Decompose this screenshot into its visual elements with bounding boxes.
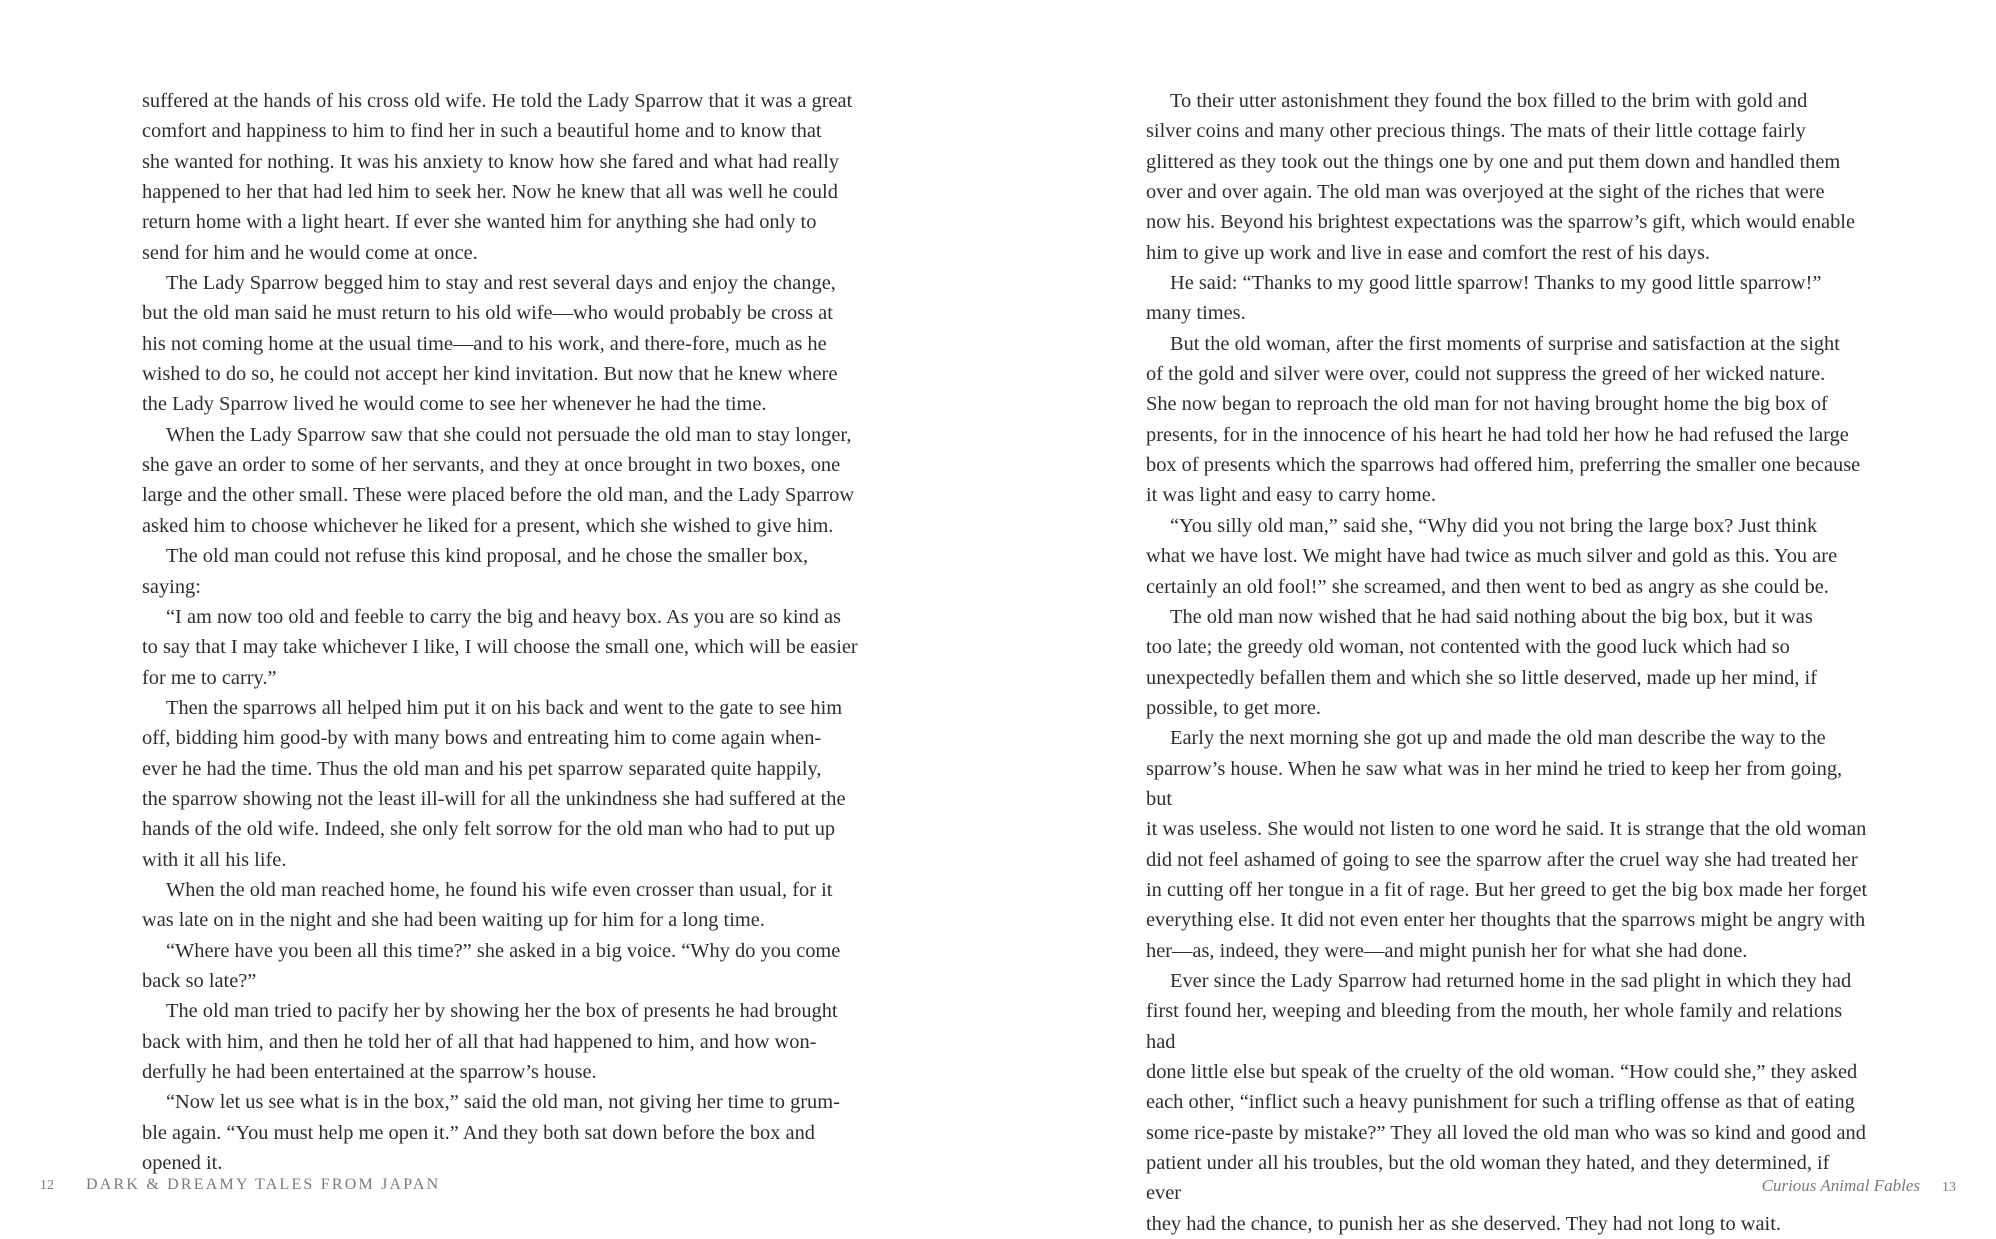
paragraph: The Lady Sparrow begged him to stay and rest several days and enjoy the change, but the old man said he must return to his old wife—who would probably be cross at his not coming home at the usual time—and to his work, and there-fore, much as he wished to do so, he could not accept her kind invitation. But now that he knew where the Lady Sparrow lived he would come to see her whenever he had the time. — [142, 272, 838, 416]
left-page — [0, 0, 998, 1233]
running-head-book-title: DARK & DREAMY TALES FROM JAPAN — [86, 1176, 441, 1193]
paragraph: The old man tried to pacify her by showing her the box of presents he had brought back with him, and then he told her of all that had happened to him, and how won- derfully he had been entertained at the sparrow’s house. — [142, 1000, 838, 1083]
page-number: 12 — [40, 1178, 54, 1193]
left-page-footer — [40, 1176, 440, 1194]
left-page-text — [142, 86, 862, 1178]
paragraph: The old man now wished that he had said nothing about the big box, but it was too late; the greedy old woman, not contented with the good luck which had so unexpectedly befallen them and which she so little deserved, made up her mind, if possible, to get more. — [1146, 605, 1817, 719]
paragraph: To their utter astonishment they found the box filled to the brim with gold and silver coins and many other precious things. The mats of their little cottage fairly glittered as they took out the things one by one and put them down and handled them over and over again. The old man was overjoyed at the sight of the riches that were now his. Beyond his brightest expectations was the sparrow’s gift, which would enable him to give up work and live in ease and comfort the rest of his days. — [1146, 90, 1856, 264]
right-page — [998, 0, 1996, 1233]
paragraph: suffered at the hands of his cross old wife. He told the Lady Sparrow that it was a great comfort and happiness to him to find her in such a beautiful home and to know that she wanted for nothing. It was his anxiety to know how she fared and what had really happened to her that had led him to seek her. Now he knew that all was well he could return home with a light heart. If ever she wanted him for anything she had only to send for him and he would come at once. — [142, 90, 853, 264]
paragraph: The old man could not refuse this kind proposal, and he chose the smaller box, saying: — [142, 545, 809, 598]
paragraph: “I am now too old and feeble to carry the big and heavy box. As you are so kind as to say that I may take whichever I like, I will choose the small one, which will be easier for me to carry.” — [142, 605, 858, 689]
paragraph: But the old woman, after the first moments of surprise and satisfaction at the sight of the gold and silver were over, could not suppress the greed of her wicked nature. She now began to reproach the old man for not having brought home the big box of presents, for in the innocence of his heart he had told her how he had refused the large box of presents which the sparrows had offered him, preferring the smaller one because it was light and easy to carry home. — [1146, 332, 1861, 507]
paragraph: “You silly old man,” said she, “Why did you not bring the large box? Just think what we have lost. We might have had twice as much silver and gold as this. You are certainly an old fool!” she screamed, and then went to bed as angry as she could be. — [1146, 514, 1838, 598]
page-number: 13 — [1942, 1180, 1956, 1195]
paragraph: When the Lady Sparrow saw that she could not persuade the old man to stay longer, she gave an order to some of her servants, and they at once brought in two boxes, one large and the other small. These were placed before the old man, and the Lady Sparrow asked him to choose whichever he liked for a present, which she wished to give him. — [142, 423, 855, 537]
paragraph: Ever since the Lady Sparrow had returned home in the sad plight in which they had first found her, weeping and bleeding from the mouth, her whole family and relations had done little else but speak of the cruelty of the old woman. “How could she,” they asked each other, “inflict such a heavy punishment for such a trifling offense as that of eating some rice-paste by mistake?” They all loved the old man who was so kind and good and patient under all his troubles, but the old woman they hated, and they determined, if ever they had the chance, to punish her as she deserved. They had not long to wait. — [1146, 969, 1866, 1235]
paragraph: Then the sparrows all helped him put it on his back and went to the gate to see him off, bidding him good-by with many bows and entreating him to come again when- ever he had the time. Thus the old man and his pet sparrow separated quite happily, the sparrow showing not the least ill-will for all the unkindness she had suffered at the hands of the old wife. Indeed, she only felt sorrow for the old man who had to put up with it all his life. — [142, 696, 846, 871]
right-page-footer — [1762, 1176, 1956, 1196]
paragraph: When the old man reached home, he found his wife even crosser than usual, for it was late on in the night and she had been waiting up for him for a long time. — [142, 878, 833, 932]
right-page-text — [1146, 86, 1868, 1239]
paragraph: Early the next morning she got up and made the old man describe the way to the sparrow’s house. When he saw what was in her mind he tried to keep her from going, but it was useless. She would not listen to one word he said. It is strange that the old woman did not feel ashamed of going to see the sparrow after the cruel way she had treated her in cutting off her tongue in a fit of rage. But her greed to get the big box made her forget everything else. It did not even enter her thoughts that the sparrows might be angry with her—as, indeed, they were—and might punish her for what she had done. — [1146, 727, 1868, 962]
running-head-chapter-title: Curious Animal Fables — [1761, 1176, 1920, 1195]
paragraph: “Now let us see what is in the box,” said the old man, not giving her time to grum- ble again. “You must help me open it.” And they both sat down before the box and opened it. — [142, 1091, 840, 1175]
paragraph: He said: “Thanks to my good little sparrow! Thanks to my good little sparrow!” many times. — [1146, 272, 1822, 325]
paragraph: “Where have you been all this time?” she asked in a big voice. “Why do you come back so late?” — [142, 939, 841, 992]
